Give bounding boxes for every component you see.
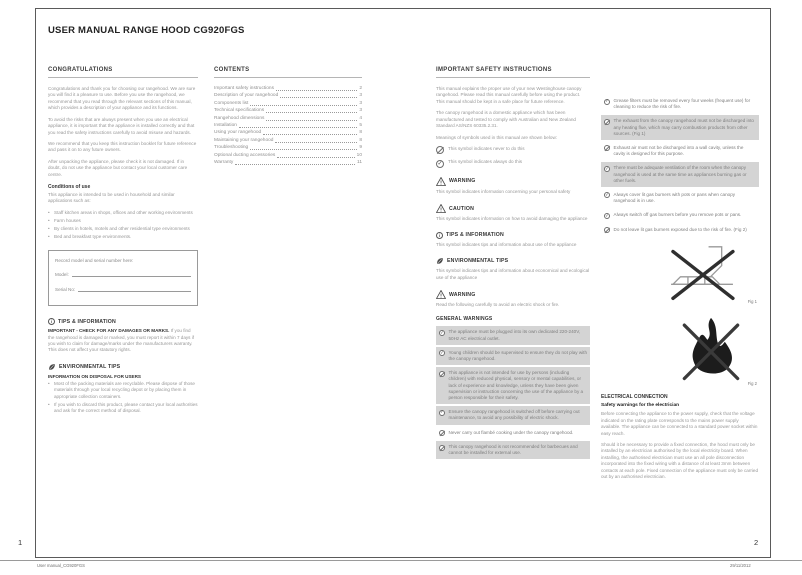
conditions-intro: This appliance is intended to be used in household and similar applications such as: xyxy=(48,192,175,204)
toc-page-number: 8 xyxy=(359,130,362,136)
tips-information-header xyxy=(48,318,198,325)
toc-label: Technical specifications xyxy=(214,108,265,114)
toc-page-number: 10 xyxy=(356,152,362,158)
toc-page-number: 9 xyxy=(359,145,362,151)
toc-page-number: 5 xyxy=(359,122,362,128)
warning-symbol-icon xyxy=(439,445,445,451)
toc-label: Optional ducting accessories xyxy=(214,152,276,158)
svg-text:!: ! xyxy=(440,293,442,300)
info-icon: i xyxy=(48,318,55,325)
env-symbol-text: This symbol indicates tips and information about economical and ecological use of the appliance xyxy=(436,268,590,280)
safety-intro-2: The canopy rangehood is a domestic appliance which has been manufactured and tested to comply with Australian and New Zealand Standard AS/NZS 60335.2.31. xyxy=(436,110,576,129)
caution-icon xyxy=(436,204,446,213)
safety-instructions-continued xyxy=(601,95,759,485)
disposal-subheading: INFORMATION ON DISPOSAL FOR USERS xyxy=(48,373,141,379)
contents-section xyxy=(214,67,362,167)
warning-item-text: The appliance must be plugged into its own dedicated 220-240V, 50Hz AC electrical outlet. xyxy=(448,329,581,341)
warning-symbol-icon xyxy=(439,430,445,436)
warning-list-item xyxy=(436,427,590,440)
toc-page-number: 3 xyxy=(359,108,362,114)
record-box-label: Record model and serial number here: xyxy=(55,258,134,264)
warning-item-text: Always cover lit gas burners with pots or pans when canopy rangehood is in use. xyxy=(613,191,736,204)
svg-text:!: ! xyxy=(440,207,442,214)
serial-fill-line[interactable] xyxy=(78,286,191,292)
general-warnings-heading: GENERAL WARNINGS xyxy=(436,316,493,323)
record-box xyxy=(48,250,198,306)
tips-symbol-text: This symbol indicates tips and information about use of the appliance xyxy=(436,241,577,247)
warning-symbol-icon xyxy=(604,99,610,105)
warning-symbol-icon xyxy=(604,192,610,198)
warning-list-item xyxy=(601,115,759,140)
tips-symbol-header xyxy=(436,232,590,239)
warning-item-text: This canopy rangehood is not recommended for barbecues and cannot be installed for external use. xyxy=(448,444,578,456)
safety-heading: IMPORTANT SAFETY INSTRUCTIONS xyxy=(436,67,590,78)
table-of-contents xyxy=(214,86,362,165)
warning-list-item xyxy=(601,142,759,160)
toc-item[interactable] xyxy=(214,153,362,158)
model-label: Model: xyxy=(55,272,69,278)
model-fill-line[interactable] xyxy=(72,271,191,277)
tips-text xyxy=(48,328,198,354)
info-icon: i xyxy=(436,232,443,239)
toc-dot-leader xyxy=(275,138,357,143)
caution-heading: CAUTION xyxy=(449,205,475,212)
model-line xyxy=(55,271,191,277)
check-icon xyxy=(436,160,444,168)
symbol-always-row xyxy=(436,159,590,168)
warning-list-item xyxy=(436,441,590,459)
caution-text: This symbol indicates information on how to avoid damaging the appliance xyxy=(436,216,588,222)
toc-dot-leader xyxy=(263,130,357,135)
warning2-heading: WARNING xyxy=(449,291,476,298)
manual-spread xyxy=(35,8,771,558)
fig2-label: Fig 2 xyxy=(747,381,757,387)
disposal-bullet-list xyxy=(48,381,198,415)
serial-line xyxy=(55,286,191,292)
conditions-bullet-list xyxy=(48,210,198,240)
figures-block xyxy=(601,244,757,386)
toc-item[interactable] xyxy=(214,86,362,91)
env-symbol-heading: ENVIRONMENTAL TIPS xyxy=(447,258,509,265)
toc-label: Components list xyxy=(214,100,249,106)
svg-text:!: ! xyxy=(440,180,442,186)
warning-item-text: Never carry out flambé cooking under the canopy rangehood. xyxy=(448,429,574,435)
warning-item-text: Ensure the canopy rangehood is switched off before carrying out maintenance, to avoid any possibility of electric shock. xyxy=(448,409,580,421)
general-warnings-list-continued xyxy=(601,95,759,236)
caution-header xyxy=(436,204,590,213)
warning-symbol-icon xyxy=(604,227,610,233)
warning-symbol-icon xyxy=(439,410,445,416)
toc-page-number: 3 xyxy=(359,100,362,106)
environmental-tips-heading: ENVIRONMENTAL TIPS xyxy=(59,363,121,370)
electrician-paragraph-2: Should it be necessary to provide a fixed connection, the hood must only be installed by an electrician authorised by the local electricity board. When installing, the authorised electrician must use an all pole disconnection incorporated into the fixed wiring with a distance of at least 3mm between contacts at each pole. Fixed connection of the appliance must only be carried out by an authorised electrician. xyxy=(601,441,759,480)
toc-item[interactable] xyxy=(214,108,362,113)
warning-list-item xyxy=(436,406,590,424)
safety-instructions-section xyxy=(436,67,590,461)
electrical-connection-heading: ELECTRICAL CONNECTION xyxy=(601,394,668,401)
congratulations-heading: CONGRATULATIONS xyxy=(48,67,198,78)
toc-item[interactable] xyxy=(214,145,362,150)
warning-heading: WARNING xyxy=(449,178,476,185)
toc-item[interactable] xyxy=(214,116,362,121)
toc-dot-leader xyxy=(277,153,354,158)
serial-label: Serial No: xyxy=(55,287,76,293)
congratulations-paragraphs xyxy=(48,86,198,178)
paragraph: To avoid the risks that are always present when you use an electrical appliance, it is important that the appliance is installed correctly and that you read the safety instructions carefully to avoid misuse and hazards. xyxy=(48,116,195,135)
toc-page-number: 8 xyxy=(359,137,362,143)
bullet-item: • If you wish to discard this product, please contact your local authorities and ask for the correct method of disposal. xyxy=(48,402,198,415)
warning-list-item xyxy=(436,367,590,404)
toc-label: Maintaining your rangehood xyxy=(214,137,274,143)
toc-item[interactable] xyxy=(214,160,362,165)
paragraph: Congratulations and thank you for choosing our rangehood. We are sure you will find it a pleasure to use. Before you use the rangehood, we recommend that you read through the relevant sections of this manual, which provides a description of your appliance and its functions. xyxy=(48,86,196,111)
warning-header xyxy=(436,177,590,186)
fig2-illustration xyxy=(677,314,757,386)
warning-text: This symbol indicates information concerning your personal safety xyxy=(436,188,571,194)
toc-item[interactable] xyxy=(214,138,362,143)
tips-body: If you find the rangehood is damaged or marked, you must report it within 7 days if you wish to claim for damage/marks under the manufacturers warranty. This does not affect your statutory rights. xyxy=(48,328,195,353)
page-title: USER MANUAL RANGE HOOD CG920FGS xyxy=(48,25,245,36)
prohibition-icon xyxy=(436,146,444,154)
warning-list-item xyxy=(601,189,759,207)
warning-item-text: Do not leave lit gas burners exposed due to the risk of fire. (Fig 2) xyxy=(613,226,747,232)
conditions-of-use-heading: Conditions of use xyxy=(48,184,91,191)
fig1-label: Fig 1 xyxy=(747,299,757,305)
paragraph: After unpacking the appliance, please check it is not damaged. If in doubt, do not use the appliance but contact your local customer care centre. xyxy=(48,158,188,177)
toc-label: Using your rangehood xyxy=(214,130,262,136)
toc-item[interactable] xyxy=(214,123,362,128)
page-number-left: 1 xyxy=(18,538,23,547)
flue-exhaust-diagram xyxy=(659,244,745,304)
bullet-item: • Farm houses xyxy=(48,218,198,224)
bullet-item: • Bed and breakfast type environments. xyxy=(48,234,198,240)
tips-lead: IMPORTANT - CHECK FOR ANY DAMAGES OR MARKS. xyxy=(48,328,170,334)
warning-item-text: Young children should be supervised to ensure they do not play with the canopy rangehood. xyxy=(448,349,588,362)
warning-list-item xyxy=(601,95,759,113)
toc-dot-leader xyxy=(266,108,357,113)
leaf-icon xyxy=(436,257,444,265)
warning-icon xyxy=(436,290,446,299)
warning-list-item xyxy=(436,347,590,365)
warning2-header xyxy=(436,290,590,299)
tips-symbol-heading: TIPS & INFORMATION xyxy=(446,232,504,239)
warning-list-item xyxy=(436,326,590,344)
bullet-item: • Most of the packing materials are recyclable. Please dispose of those materials through your local recycling depot or by placing them in appropriate collection containers. xyxy=(48,381,198,400)
toc-label: Description of your rangehood xyxy=(214,93,279,99)
warning-symbol-icon xyxy=(604,166,610,172)
toc-label: Important safety instructions xyxy=(214,86,274,91)
toc-dot-leader xyxy=(250,101,357,106)
toc-label: Warranty xyxy=(214,159,234,165)
toc-dot-leader xyxy=(280,93,357,98)
open-flame-diagram xyxy=(677,314,745,386)
symbol-never-text: This symbol indicates never to do this xyxy=(448,145,525,151)
warning-list-item xyxy=(601,162,759,187)
toc-page-number: 4 xyxy=(359,115,362,121)
fig1-illustration xyxy=(659,244,757,304)
general-warnings-list xyxy=(436,326,590,459)
toc-item[interactable] xyxy=(214,130,362,135)
symbol-always-text: This symbol indicates always do this xyxy=(448,159,523,165)
warning-symbol-icon xyxy=(439,330,445,336)
toc-page-number: 2 xyxy=(359,86,362,91)
warning-item-text: Grease filters must be removed every four weeks (frequent use) for cleaning to reduce the risk of fire. xyxy=(613,98,751,110)
bullet-item: • By clients in hotels, motels and other residential type environments xyxy=(48,226,198,232)
electrician-paragraph-1: Before connecting the appliance to the power supply, check that the voltage indicated on the rating plate corresponds to the mains power supply available. The appliance can be connected to a standard power socket within easy reach. xyxy=(601,411,758,436)
warning-symbol-icon xyxy=(439,350,445,356)
warning-item-text: This appliance is not intended for use by persons (including children) with reduced physical, sensory or mental capabilities, or lack of experience and knowledge, unless they have been given supervision or instruction concerning the use of the appliance by a person responsible for their safety. xyxy=(448,370,584,400)
toc-dot-leader xyxy=(250,145,357,150)
footer-date: 29/11/2012 xyxy=(730,563,751,568)
toc-dot-leader xyxy=(276,86,357,91)
symbols-intro: Meanings of symbols used in this manual are shown below: xyxy=(436,134,558,140)
toc-dot-leader xyxy=(239,123,357,128)
page-number-right: 2 xyxy=(754,538,759,547)
warning-list-item xyxy=(601,224,759,237)
toc-label: Installation xyxy=(214,122,237,128)
warning-list-item xyxy=(601,209,759,222)
toc-dot-leader xyxy=(266,116,357,121)
warning-item-text: Always switch off gas burners before you remove pots or pans. xyxy=(613,212,742,218)
toc-label: Troubleshooting xyxy=(214,145,249,151)
warning-symbol-icon xyxy=(604,213,610,219)
warning-item-text: There must be adequate ventilation of the room when the canopy rangehood is used at the same time as appliances burning gas or other fuels. xyxy=(613,165,747,183)
warning-symbol-icon xyxy=(439,371,445,377)
contents-heading: CONTENTS xyxy=(214,67,362,78)
footer-divider xyxy=(0,560,802,561)
environmental-tips-header xyxy=(48,363,198,371)
leaf-icon xyxy=(48,363,56,371)
warning2-text: Read the following carefully to avoid an electric shock or fire. xyxy=(436,302,560,308)
tips-heading: TIPS & INFORMATION xyxy=(58,318,116,325)
paragraph: We recommend that you keep this instruction booklet for future reference and pass it on to any future owners. xyxy=(48,140,197,153)
toc-dot-leader xyxy=(235,160,355,165)
bullet-item: • Staff kitchen areas in shops, offices and other working environments xyxy=(48,210,198,216)
symbol-never-row xyxy=(436,146,590,155)
toc-label: Rangehood dimensions xyxy=(214,115,265,121)
env-symbol-header xyxy=(436,257,590,265)
warning-item-text: Exhaust air must not be discharged into a wall cavity, unless the cavity is designed for this purpose. xyxy=(613,144,744,157)
warning-item-text: The exhaust from the canopy rangehood must not be discharged into any heating flue, which may carry combustion products from other sources. (Fig 1) xyxy=(613,118,754,136)
toc-page-number: 3 xyxy=(359,93,362,99)
footer-filename: User manual_CG920FGS xyxy=(37,563,85,568)
toc-item[interactable] xyxy=(214,93,362,98)
warning-symbol-icon xyxy=(604,119,610,125)
toc-page-number: 11 xyxy=(357,159,362,165)
congratulations-section xyxy=(48,67,198,416)
warning-icon xyxy=(436,177,446,186)
electrician-warnings-heading: Safety warnings for the electrician xyxy=(601,403,680,409)
toc-item[interactable] xyxy=(214,101,362,106)
warning-symbol-icon xyxy=(604,145,610,151)
safety-intro: This manual explains the proper use of your new Westinghouse canopy rangehood. Please read this manual carefully before using the product. This manual should be kept in a safe place for future reference. xyxy=(436,86,582,104)
